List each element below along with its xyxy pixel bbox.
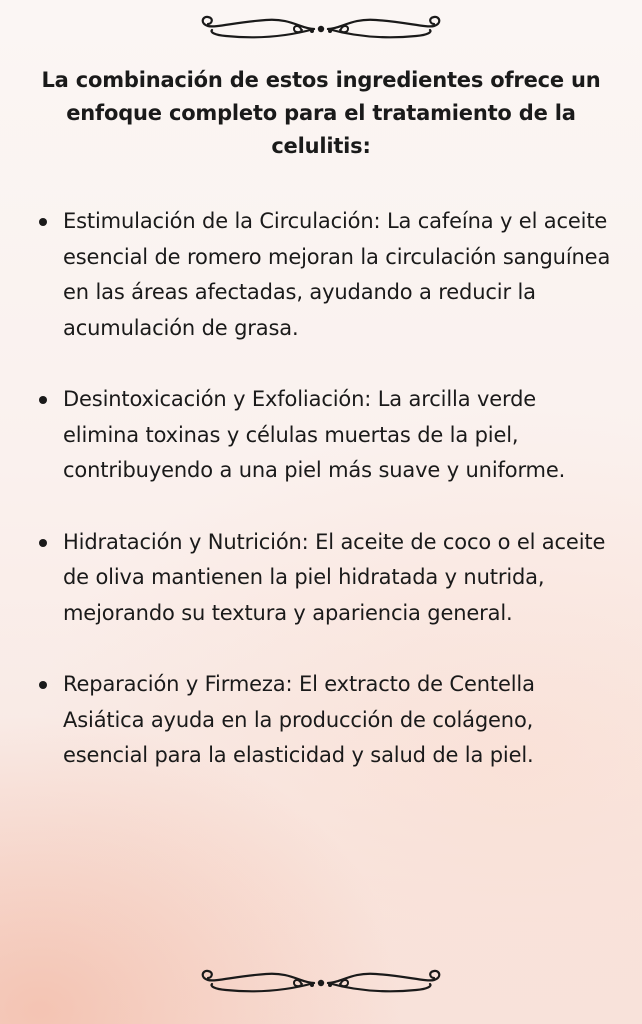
list-item (36, 382, 616, 489)
list-item-text: Estimulación de la Circulación: La cafeína y el aceite esencial de romero mejoran la circulación sanguínea en las áreas afectadas, ayudando a reducir la acumulación de grasa. (63, 209, 611, 340)
list-item (36, 667, 616, 774)
list-item-text: Desintoxicación y Exfoliación: La arcilla verde elimina toxinas y células muertas de la piel, contribuyendo a una piel más suave y uniforme. (63, 387, 566, 482)
top-flourish-divider-icon (196, 14, 446, 44)
list-item (36, 204, 616, 346)
bottom-flourish-divider-icon (196, 968, 446, 998)
bullet-dot-icon (39, 681, 47, 689)
bullet-dot-icon (39, 539, 47, 547)
list-item (36, 525, 616, 632)
list-item-text: Reparación y Firmeza: El extracto de Centella Asiática ayuda en la producción de colágeno, esencial para la elasticidad y salud de la piel. (63, 672, 535, 767)
page-title: La combinación de estos ingredientes ofrece un enfoque completo para el tratamiento de la celulitis: (41, 68, 601, 158)
bullet-dot-icon (39, 218, 47, 226)
list-item-text: Hidratación y Nutrición: El aceite de coco o el aceite de oliva mantienen la piel hidratada y nutrida, mejorando su textura y apariencia general. (63, 529, 606, 625)
bullet-dot-icon (39, 396, 47, 404)
benefits-list (36, 204, 616, 810)
